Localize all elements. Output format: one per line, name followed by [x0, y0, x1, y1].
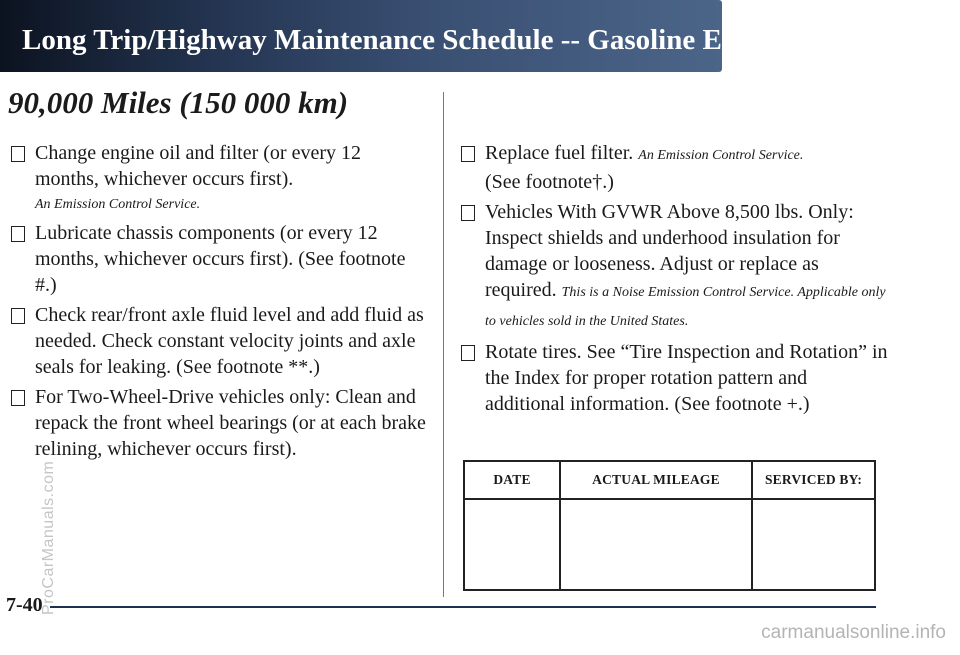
table-header-row	[464, 461, 875, 499]
item-text: Lubricate chassis components (or every 12 months, whichever occurs first). (See footnote #.)	[35, 222, 406, 296]
checklist-item	[458, 140, 888, 195]
item-text: Vehicles With GVWR Above 8,500 lbs. Only: Inspect shields and underhood insulation for damage or looseness. Adjust or replace as required.	[485, 201, 854, 301]
checklist-item	[458, 339, 888, 417]
item-text: Change engine oil and filter (or every 12 months, whichever occurs first).	[35, 142, 361, 190]
checklist-item	[8, 220, 428, 298]
checkbox-icon[interactable]	[461, 146, 475, 162]
footnote-ref: (See footnote†.)	[485, 171, 614, 193]
checkbox-icon[interactable]	[461, 345, 475, 361]
item-text: Replace fuel filter.	[485, 142, 634, 164]
noise-emission-note: This is a Noise Emission Control Service. Applicable only to vehicles sold in the United States.	[485, 285, 886, 329]
side-watermark: ProCarManuals.com	[40, 460, 57, 615]
table-header-serviced-by: SERVICED BY:	[752, 461, 875, 499]
emission-note: An Emission Control Service.	[35, 197, 201, 212]
footer-rule	[50, 606, 876, 608]
checklist-item	[8, 302, 428, 380]
mileage-cell[interactable]	[560, 499, 752, 590]
item-text: Rotate tires. See “Tire Inspection and Rotation” in the Index for proper rotation pattern and additional information. (See footnote +.)	[485, 341, 888, 415]
checklist-item	[8, 140, 428, 216]
table-header-date: DATE	[464, 461, 560, 499]
emission-note: An Emission Control Service.	[638, 148, 804, 163]
column-divider	[443, 92, 444, 597]
bottom-watermark: carmanualsonline.info	[761, 622, 946, 643]
table-header-actual-mileage: ACTUAL MILEAGE	[560, 461, 752, 499]
table-row	[464, 499, 875, 590]
right-column	[458, 140, 888, 421]
date-cell[interactable]	[464, 499, 560, 590]
service-record-table	[463, 460, 876, 591]
item-text: For Two-Wheel-Drive vehicles only: Clean and repack the front wheel bearings (or at each brake relining, whichever occurs first).	[35, 386, 426, 460]
checkbox-icon[interactable]	[461, 205, 475, 221]
header-banner	[0, 0, 801, 72]
page-title: Long Trip/Highway Maintenance Schedule -- Gasoline Engines	[22, 24, 801, 56]
checklist-item	[458, 199, 888, 335]
left-column	[8, 140, 428, 466]
checkbox-icon[interactable]	[11, 308, 25, 324]
item-text: Check rear/front axle fluid level and add fluid as needed. Check constant velocity joints and axle seals for leaking. (See footnote **.)	[35, 304, 424, 378]
checkbox-icon[interactable]	[11, 390, 25, 406]
checkbox-icon[interactable]	[11, 226, 25, 242]
page-number: 7-40	[6, 594, 43, 616]
checklist-item	[8, 384, 428, 462]
checkbox-icon[interactable]	[11, 146, 25, 162]
mileage-heading: 90,000 Miles (150 000 km)	[8, 85, 349, 120]
serviced-by-cell[interactable]	[752, 499, 875, 590]
